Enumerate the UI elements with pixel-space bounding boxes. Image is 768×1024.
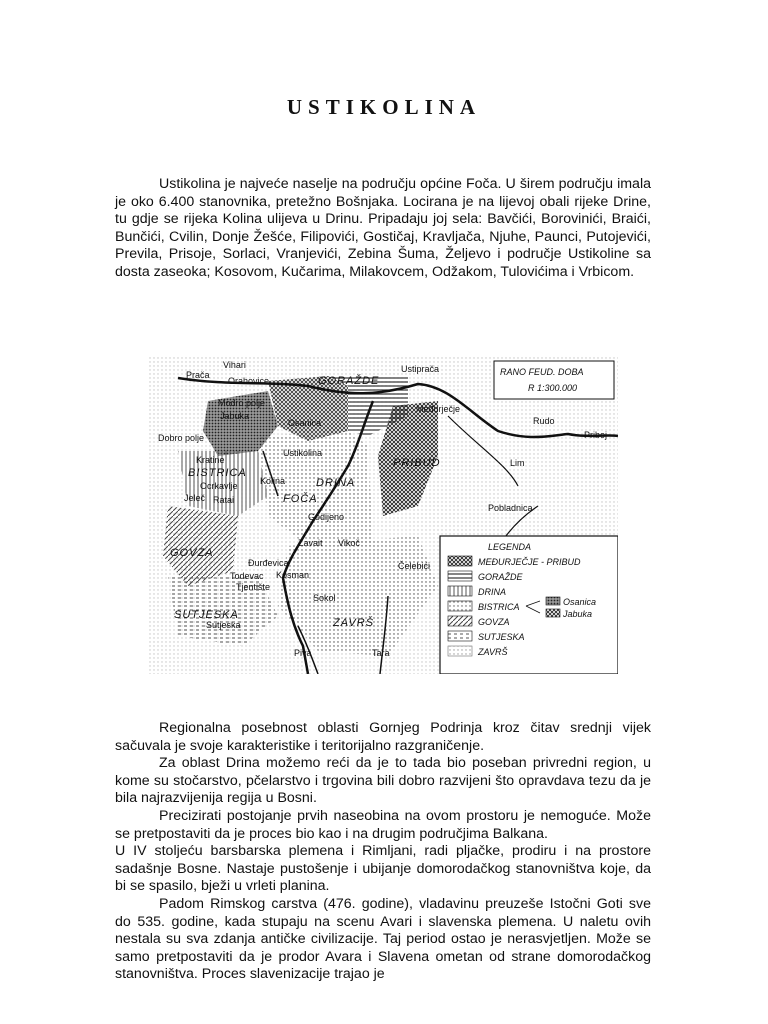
body-paragraph: Padom Rimskog carstva (476. godine), vladavinu preuzeše Istočni Goti sve do 535. godine, kada stupaju na scenu Avari i slavenska plemena. U naletu ovih nestala su sva zdanja antičke civilizacije. Taj period ostao je nerasvjetljen. Može se samo pretpostaviti da je prodor Avara i Slavena ometan od strane domorodačkog stanovništva. Proces slavenizacije trajao je <box>115 895 651 983</box>
label-dobro-polje: Dobro polje <box>158 433 205 443</box>
label-priboj: Priboj <box>584 430 608 440</box>
legend-subitem-osanica: Osanica <box>563 597 597 607</box>
label-zavrs: ZAVRŠ <box>333 617 375 629</box>
label-praca: Prača <box>186 370 210 380</box>
legend-item-bistrica: BISTRICA <box>478 602 520 612</box>
label-rudo: Rudo <box>533 416 555 426</box>
label-kolina: Kolina <box>260 476 286 486</box>
legend-item-govza: GOVZA <box>478 617 510 627</box>
legend-item-drina: DRINA <box>478 587 507 597</box>
label-drina: DRINA <box>316 477 356 489</box>
intro-text: Ustikolina je najveće naselje na području općine Foča. U širem području imala je oko 6.400 stanovnika, pretežno Bošnjaka. Locirana je na lijevoj obali rijeke Drine, tu gdje se rijeka Kolina ulijeva u Drinu. Pripadaju joj sela: Bavčići, Borovinići, Braići, Bunčići, Cvilin, Donje Žešće, Filipovići, Gostičaj, Kravljača, Njuhe, Paunci, Putojevići, Previla, Prisoje, Sorlaci, Vranjevići, Zebina Šuma, Željevo i područje Ustikoline sa dosta zaseoka; Kosovom, Kučarima, Milakovcem, Odžakom, Tulovićima i Vrbicom. <box>115 176 651 280</box>
legend-item-zavrs: ZAVRŠ <box>478 647 508 657</box>
map-period-title: RANO FEUD. DOBA <box>500 367 584 377</box>
label-medjurjecje: Međurječje <box>416 404 461 414</box>
label-gorazde: GORAŽDE <box>318 375 380 387</box>
legend-item-sutjeska: SUTJESKA <box>478 632 525 642</box>
label-piva: Piva <box>294 648 312 658</box>
label-ocrkavlje: Ocrkavlje <box>200 481 238 491</box>
body-text <box>115 720 651 984</box>
label-kosman: Kosman <box>276 570 310 580</box>
page-title: USTIKOLINA <box>286 95 482 119</box>
body-paragraph: Precizirati postojanje prvih naseobina na ovom prostoru je nemoguće. Može se pretpostaviti da je proces bio kao i na drugim područjima Balkana. <box>115 807 651 842</box>
label-vikoc: Vikoč <box>338 538 360 548</box>
label-ustikolina: Ustikolina <box>283 448 323 458</box>
label-sutjeska-river: Sutjeska <box>206 620 241 630</box>
legend-item-gorazde: GORAŽDE <box>478 572 523 582</box>
label-tara: Tara <box>372 648 390 658</box>
label-osanica: Osanica <box>288 418 322 428</box>
label-sokol: Sokol <box>313 593 336 603</box>
label-jabuka: Jabuka <box>220 411 250 421</box>
label-djurdjevica: Đurđevica <box>248 558 289 568</box>
label-tjentiste: Tjentište <box>236 582 271 592</box>
label-govza: GOVZA <box>170 547 214 559</box>
label-vihari: Vihari <box>223 360 246 370</box>
intro-paragraph <box>115 176 651 282</box>
label-modro-polje: Modro polje <box>218 398 266 408</box>
body-paragraph: Za oblast Drina možemo reći da je to tada bio poseban privredni region, u kome su stočarstvo, pčelarstvo i trgovina bili dobro razvijeni što opravdava tezu da je bila najrazvijenija regija u Bosni. <box>115 755 651 807</box>
label-ratai: Ratai <box>213 495 235 505</box>
label-jelec: Jeleč <box>184 493 206 503</box>
label-foca: FOČA <box>283 493 318 505</box>
label-pobladnica: Pobladnica <box>488 503 533 513</box>
label-kratine: Kratine <box>196 455 225 465</box>
body-paragraph: Regionalna posebnost oblasti Gornjeg Podrinja kroz čitav srednji vijek sačuvala je svoje karakteristike i teritorijalno razgraničenje. <box>115 720 651 754</box>
legend-item-medjurjecje-pribud: MEĐURJEČJE - PRIBUD <box>478 557 581 567</box>
label-zavait: Zavait <box>298 538 323 548</box>
label-pribud: PRIBUD <box>393 457 441 469</box>
label-celebici: Čelebići <box>398 561 431 571</box>
label-godijeno: Godijeno <box>308 512 345 522</box>
body-paragraph: U IV stoljeću barsbarska plemena i Rimljani, radi pljačke, prodiru i na prostore sadašnje Bosne. Nastaje pustošenje i ubijanje domorodačkog stanovništva koje, da bi se spasilo, bježi u vrleti planina. <box>115 843 651 895</box>
label-ustipraca: Ustiprača <box>401 364 440 374</box>
map-drawing <box>148 356 618 674</box>
map-scale: R 1:300.000 <box>528 383 578 393</box>
label-orahovice: Orahovice <box>228 376 270 386</box>
label-bistrica: BISTRICA <box>188 467 247 479</box>
label-sutjeska-region: SUTJESKA <box>174 609 239 621</box>
label-todevac: Todevac <box>230 571 264 581</box>
legend-subitem-jabuka: Jabuka <box>563 609 593 619</box>
legend-title: LEGENDA <box>488 542 532 552</box>
label-lim: Lim <box>510 458 525 468</box>
historical-map <box>148 356 618 674</box>
